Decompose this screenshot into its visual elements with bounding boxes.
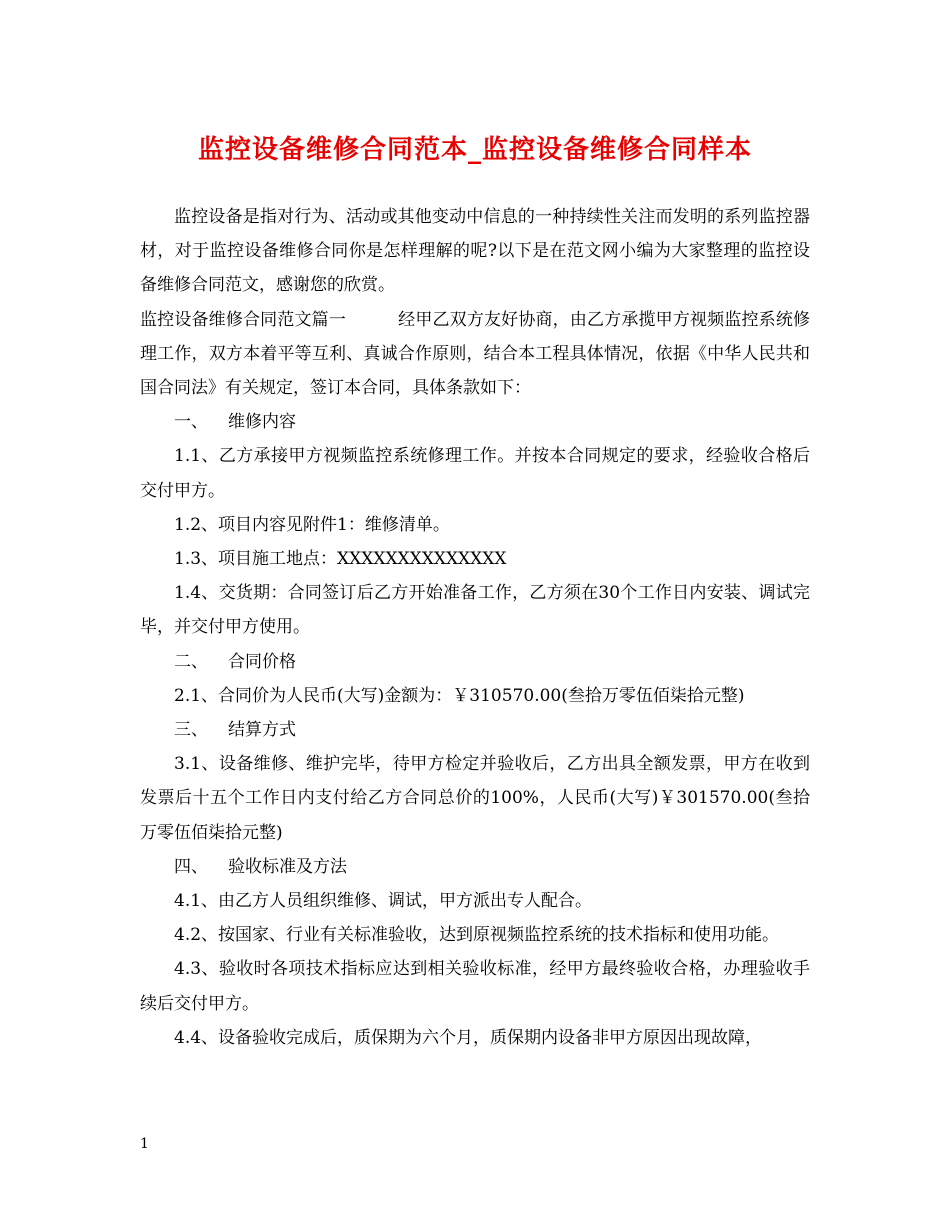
section-2-number: 二、 (174, 651, 208, 672)
section-3-number: 三、 (174, 720, 208, 741)
section-heading-1 (140, 405, 810, 439)
clause-1-4: 1.4、交货期：合同签订后乙方开始准备工作，乙方须在30个工作日内安装、调试完毕，并交付甲方使用。 (140, 583, 810, 638)
article-heading: 监控设备维修合同范文篇一 (140, 309, 346, 330)
clause-4-3: 4.3、验收时各项技术指标应达到相关验收标准，经甲方最终验收合格，办理验收手续后交付甲方。 (140, 959, 810, 1014)
section-2-title: 合同价格 (228, 651, 296, 672)
section-4-number: 四、 (174, 856, 208, 877)
clause-1-2: 1.2、项目内容见附件1：维修清单。 (174, 514, 450, 535)
clause-4-4: 4.4、设备验收完成后，质保期为六个月，质保期内设备非甲方原因出现故障， (174, 1027, 763, 1048)
section-1-title: 维修内容 (228, 412, 296, 433)
section-heading-3 (140, 713, 810, 747)
clause-3-1: 3.1、设备维修、维护完毕，待甲方检定并验收后，乙方出具全额发票，甲方在收到发票后十五个工作日内支付给乙方合同总价的100%，人民币(大写)￥301570.00(叁拾万零伍佰柒拾元整) (140, 754, 810, 843)
clause-4-2: 4.2、按国家、行业有关标准验收，达到原视频监控系统的技术指标和使用功能。 (174, 925, 780, 946)
document-body (140, 200, 810, 1055)
section-heading-2 (140, 645, 810, 679)
section-1-number: 一、 (174, 412, 208, 433)
clause-2-1: 2.1、合同价为人民币(大写)金额为：￥310570.00(叁拾万零伍佰柒拾元整) (174, 685, 745, 706)
article-lead: 经甲乙双方友好协商，由乙方承揽甲方视频监控系统修理工作，双方本着平等互利、真诚合作原则，结合本工程具体情况，依据《中华人民共和国合同法》有关规定，签订本合同，具体条款如下： (140, 309, 810, 399)
clause-4-1: 4.1、由乙方人员组织维修、调试，甲方派出专人配合。 (174, 891, 593, 912)
page-number: 1 (140, 1136, 149, 1152)
section-4-title: 验收标准及方法 (228, 856, 347, 877)
section-3-title: 结算方式 (228, 720, 296, 741)
document-title: 监控设备维修合同范本_监控设备维修合同样本 (197, 135, 752, 165)
article-paragraph (140, 303, 810, 406)
intro-paragraph: 监控设备是指对行为、活动或其他变动中信息的一种持续性关注而发明的系列监控器材，对于监控设备维修合同你是怎样理解的呢?以下是在范文网小编为大家整理的监控设备维修合同范文，感谢您的欣赏。 (140, 207, 810, 296)
clause-1-1: 1.1、乙方承接甲方视频监控系统修理工作。并按本合同规定的要求，经验收合格后交付甲方。 (140, 446, 810, 501)
section-heading-4 (140, 850, 810, 884)
clause-1-3: 1.3、项目施工地点：XXXXXXXXXXXXXX (174, 549, 507, 570)
